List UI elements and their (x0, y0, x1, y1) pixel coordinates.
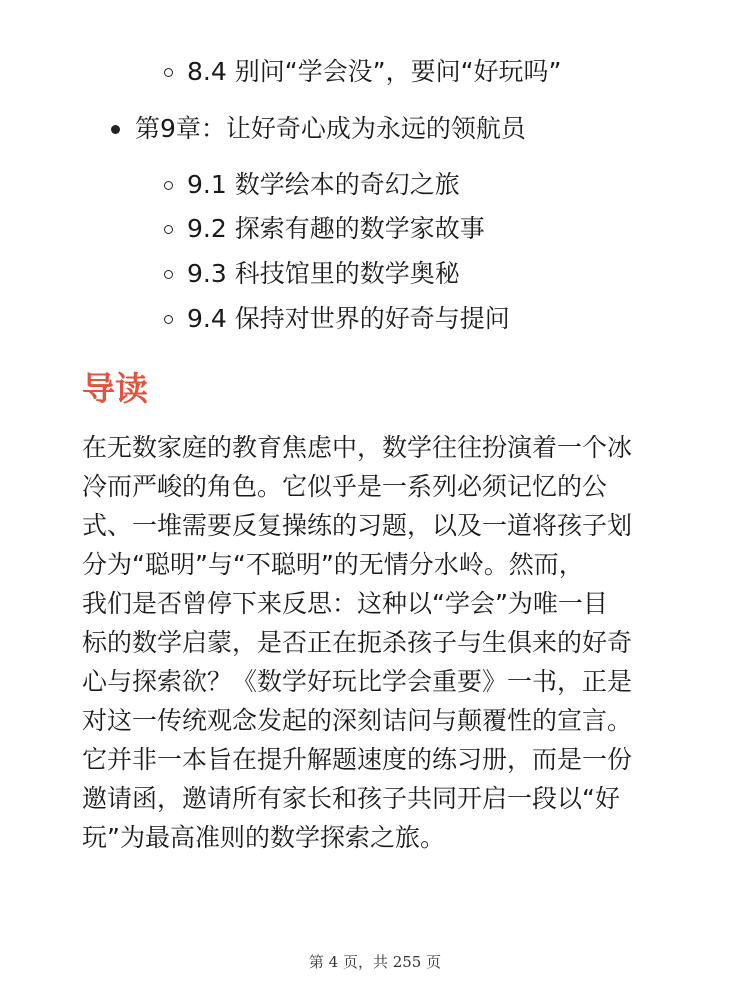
toc-sub-item-9-4[interactable] (164, 302, 510, 336)
toc-chapter-label: 第9章：让好奇心成为永远的领航员 (135, 114, 526, 143)
filled-bullet-icon (111, 125, 120, 134)
toc-sub-item-9-2[interactable] (164, 212, 485, 246)
toc-sub-item-label: 9.3 科技馆里的数学奥秘 (187, 259, 460, 288)
paragraph-line: 玩”为最高准则的数学探索之旅。 (82, 823, 445, 852)
hollow-bullet-icon (164, 68, 173, 77)
toc-chapter-9[interactable] (111, 112, 526, 146)
toc-sub-item-9-3[interactable] (164, 257, 460, 291)
paragraph-line: 式、一堆需要反复操练的习题，以及一道将孩子划 (82, 511, 633, 540)
paragraph-line: 心与探索欲？《数学好玩比学会重要》一书，正是 (82, 667, 633, 696)
hollow-bullet-icon (164, 181, 173, 190)
toc-sub-item-label: 9.1 数学绘本的奇幻之旅 (187, 170, 460, 199)
hollow-bullet-icon (164, 270, 173, 279)
toc-sub-item-label: 8.4 别问“学会没”，要问“好玩吗” (187, 57, 562, 86)
intro-paragraph (82, 428, 672, 857)
toc-sub-item-8-4[interactable] (164, 55, 562, 89)
paragraph-line: 分为“聪明”与“不聪明”的无情分水岭。然而， (82, 550, 584, 579)
paragraph-line: 它并非一本旨在提升解题速度的练习册，而是一份 (82, 745, 633, 774)
paragraph-line: 邀请函，邀请所有家长和孩子共同开启一段以“好 (82, 784, 620, 813)
paragraph-line: 在无数家庭的教育焦虑中，数学往往扮演着一个冰 (82, 433, 633, 462)
paragraph-line: 标的数学启蒙，是否正在扼杀孩子与生俱来的好奇 (82, 628, 633, 657)
section-heading: 导读 (82, 369, 148, 408)
hollow-bullet-icon (164, 315, 173, 324)
toc-sub-item-label: 9.2 探索有趣的数学家故事 (187, 214, 485, 243)
paragraph-line: 冷而严峻的角色。它似乎是一系列必须记忆的公 (82, 472, 608, 501)
hollow-bullet-icon (164, 225, 173, 234)
paragraph-line: 对这一传统观念发起的深刻诘问与颠覆性的宣言。 (82, 706, 633, 735)
toc-sub-item-label: 9.4 保持对世界的好奇与提问 (187, 304, 510, 333)
page-number-footer: 第 4 页，共 255 页 (308, 953, 442, 971)
toc-sub-item-9-1[interactable] (164, 168, 460, 202)
paragraph-line: 我们是否曾停下来反思：这种以“学会”为唯一目 (82, 589, 608, 618)
